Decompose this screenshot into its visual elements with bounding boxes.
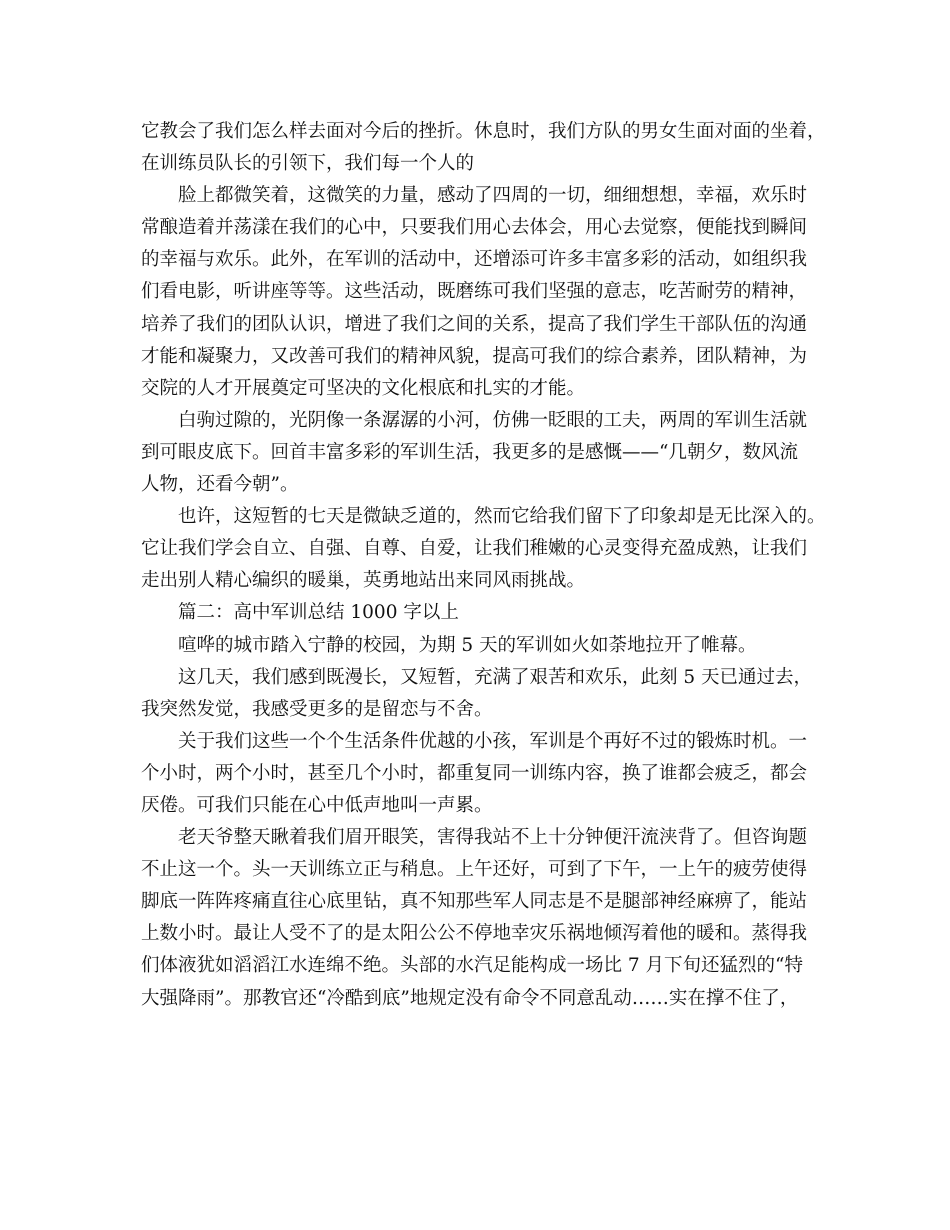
text-line: 交院的人才开展奠定可坚决的文化根底和扎实的才能。 <box>141 377 586 399</box>
text-line: 个小时，两个小时，甚至几个小时，都重复同一训练内容，换了谁都会疲乏，都会 <box>141 762 808 784</box>
text-line: 的幸福与欢乐。此外，在军训的活动中，还增添可许多丰富多彩的活动，如组织我 <box>141 249 808 271</box>
text-line: 到可眼皮底下。回首丰富多彩的军训生活，我更多的是感慨——“几朝夕，数风流 <box>141 441 798 463</box>
body-text <box>141 116 831 1015</box>
text-line: 人物，还看今朝”。 <box>141 474 299 496</box>
text-line: 老天爷整天瞅着我们眉开眼笑，害得我站不上十分钟便汗流浃背了。但咨询题 <box>178 827 808 849</box>
text-line: 培养了我们的团队认识，增进了我们之间的关系，提高了我们学生干部队伍的沟通 <box>141 313 808 335</box>
text-line: 走出别人精心编织的暖巢，英勇地站出来同风雨挑战。 <box>141 570 586 592</box>
text-line: 喧哗的城市踏入宁静的校园，为期 5 天的军训如火如荼地拉开了帷幕。 <box>178 634 757 656</box>
text-line: 上数小时。最让人受不了的是太阳公公不停地幸灾乐祸地倾泻着他的暖和。蒸得我 <box>141 923 808 945</box>
text-line: 这几天，我们感到既漫长，又短暂，充满了艰苦和欢乐，此刻 5 天已通过去， <box>178 666 813 688</box>
text-line: 们看电影，听讲座等等。这些活动，既磨练可我们坚强的意志，吃苦耐劳的精神， <box>141 281 808 303</box>
text-line: 我突然发觉，我感受更多的是留恋与不舍。 <box>141 698 493 720</box>
text-line: 们体液犹如滔滔江水连绵不绝。头部的水汽足能构成一场比 7 月下旬还猛烈的“特 <box>141 955 803 977</box>
text-line: 大强降雨”。那教官还“冷酷到底”地规定没有命令不同意乱动……实在撑不住了， <box>141 987 799 1009</box>
text-line: 它让我们学会自立、自强、自尊、自爱，让我们稚嫩的心灵变得充盈成熟，让我们 <box>141 538 808 560</box>
text-line: 白驹过隙的，光阴像一条潺潺的小河，仿佛一眨眼的工夫，两周的军训生活就 <box>178 409 808 431</box>
text-line: 才能和凝聚力，又改善可我们的精神风貌，提高可我们的综合素养，团队精神，为 <box>141 345 808 367</box>
text-line: 它教会了我们怎么样去面对今后的挫折。休息时，我们方队的男女生面对面的坐着， <box>141 121 826 142</box>
text-line: 在训练员队长的引领下，我们每一个人的 <box>141 153 475 175</box>
text-line: 脚底一阵阵疼痛直往心底里钻，真不知那些军人同志是不是腿部神经麻痹了，能站 <box>141 891 808 913</box>
text-line: 也许，这短暂的七天是微缺乏道的，然而它给我们留下了印象却是无比深入的。 <box>178 506 826 528</box>
text-line: 常酿造着并荡漾在我们的心中，只要我们用心去体会，用心去觉察，便能找到瞬间 <box>141 217 808 239</box>
text-line: 脸上都微笑着，这微笑的力量，感动了四周的一切，细细想想，幸福，欢乐时 <box>178 185 808 207</box>
text-line: 厌倦。可我们只能在心中低声地叫一声累。 <box>141 794 493 816</box>
text-line: 关于我们这些一个个生活条件优越的小孩，军训是个再好不过的锻炼时机。一 <box>178 730 808 752</box>
text-line: 不止这一个。头一天训练立正与稍息。上午还好，可到了下午，一上午的疲劳使得 <box>141 859 808 881</box>
section-heading: 篇二：高中军训总结 1000 字以上 <box>178 602 459 624</box>
